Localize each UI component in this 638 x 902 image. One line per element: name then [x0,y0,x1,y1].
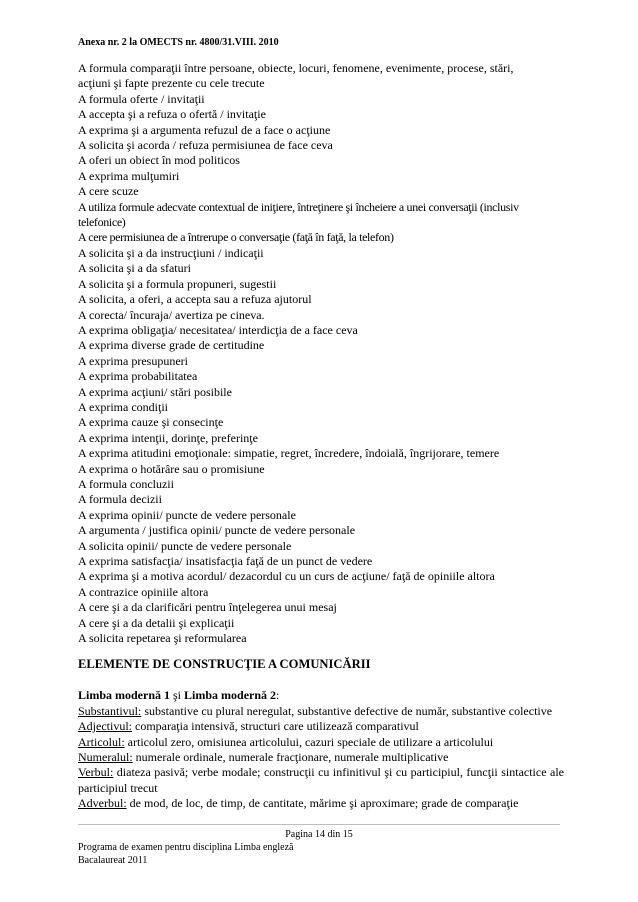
grammar-text: diateza pasivă; verbe modale; construcţii cu infinitivul şi cu participiul, funcţii sintactice ale participiul trecut [78,765,564,795]
grammar-text: substantive cu plural neregulat, substantive defective de număr, substantive colective [141,703,553,718]
subheading-colon: : [276,688,280,703]
page-content [78,61,564,812]
function-line: telefonice) [78,215,126,230]
function-line: A solicita şi acorda / refuza permisiunea de face ceva [78,138,333,153]
function-line: acţiuni şi fapte prezente cu cele trecute [78,76,265,91]
function-line: A solicita, a oferi, a accepta sau a refuza ajutorul [78,292,312,307]
function-line: A oferi un obiect în mod politicos [78,153,240,168]
function-line: A exprima intenţii, dorinţe, preferinţe [78,430,258,445]
subheading-part-2: Limba modernă 2 [184,688,277,703]
grammar-item [78,796,564,811]
function-line: A solicita şi a da sfaturi [78,261,191,276]
function-line: A exprima o hotărâre sau o promisiune [78,461,265,476]
grammar-item [78,704,564,719]
grammar-term: Articolul: [78,734,125,749]
function-line: A solicita şi a formula propuneri, sugestii [78,276,277,291]
function-line: A formula comparaţii între persoane, obiecte, locuri, fenomene, evenimente, procese, stări, [78,61,514,75]
function-line: A exprima condiţii [78,399,168,414]
function-line: A exprima satisfacţia/ insatisfacţia faţă de un punct de vedere [78,554,373,568]
grammar-item [78,750,564,765]
footer-divider [78,824,560,825]
function-line: A exprima probabilitatea [78,369,198,384]
grammar-term: Adjectivul: [78,719,132,734]
function-line: A exprima presupuneri [78,353,188,368]
document-footer [78,842,293,867]
grammar-text: comparaţia intensivă, structuri care utilizează comparativul [132,719,419,734]
grammar-text: articolul zero, omisiunea articolului, cazuri speciale de utilizare a articolului [124,734,494,749]
document-header: Anexa nr. 2 la OMECTS nr. 4800/31.VIII. 2010 [78,37,279,48]
function-line: A cere scuze [78,184,139,199]
function-line: A cere şi a da detalii şi explicaţii [78,615,235,630]
function-line: A corecta/ încuraja/ avertiza pe cineva. [78,307,265,322]
function-line: A cere şi a da clarificări pentru înţelegerea unui mesaj [78,600,337,615]
subheading-part-1: Limba modernă 1 [78,688,171,703]
function-line: A exprima şi a motiva acordul/ dezacordul cu un curs de acţiune/ faţă de opiniile altora [78,569,495,584]
grammar-text: numerale ordinale, numerale fracţionare, numerale multiplicative [132,750,449,765]
function-line: A accepta şi a refuza o ofertă / invitaţie [78,107,266,122]
grammar-item [78,765,564,796]
function-line: A argumenta / justifica opinii/ puncte de vedere personale [78,523,356,538]
page-number: Pagina 14 din 15 [285,829,353,840]
function-line: A exprima acţiuni/ stări posibile [78,384,232,399]
section-heading: ELEMENTE DE CONSTRUCŢIE A COMUNICĂRII [78,657,371,672]
subheading-conjunction: şi [170,688,185,703]
function-line: A exprima şi a argumenta refuzul de a face o acţiune [78,122,331,137]
grammar-term: Adverbul: [78,796,127,811]
function-line: A exprima mulţumiri [78,168,180,183]
function-line: A formula concluzii [78,476,174,491]
footer-line: Programa de examen pentru disciplina Limba engleză [78,842,294,853]
grammar-list [78,704,564,812]
function-line: A solicita repetarea şi reformularea [78,631,247,646]
function-line: A exprima obligaţia/ necesitatea/ interdicţia de a face ceva [78,322,358,337]
function-line: A solicita opinii/ puncte de vedere personale [78,538,292,553]
footer-line: Bacalaureat 2011 [78,854,148,866]
function-line: A formula decizii [78,492,162,507]
grammar-item [78,719,564,734]
function-line: A exprima diverse grade de certitudine [78,338,265,353]
grammar-term: Substantivul: [78,703,142,718]
grammar-term: Numeralul: [78,750,133,765]
function-line: A solicita şi a da instrucţiuni / indicaţii [78,245,264,260]
function-line: A cere permisiunea de a întrerupe o conversaţie (faţă în faţă, la telefon) [78,230,394,245]
function-line: A exprima cauze şi consecinţe [78,415,224,430]
function-line: A exprima opinii/ puncte de vedere personale [78,507,296,522]
function-line: A exprima atitudini emoţionale: simpatie, regret, încredere, îndoială, îngrijorare, temere [78,446,500,461]
function-line: A contrazice opiniile altora [78,584,209,599]
grammar-term: Verbul: [78,765,114,780]
function-line: A utiliza formule adecvate contextual de iniţiere, întreţinere şi încheiere a unei conversaţii (inclusiv [78,199,519,214]
grammar-item [78,735,564,750]
language-subheading [78,688,564,703]
function-line: A formula oferte / invitaţii [78,91,205,106]
functions-list [78,61,564,646]
grammar-text: de mod, de loc, de timp, de cantitate, mărime şi aproximare; grade de comparaţie [126,796,519,811]
